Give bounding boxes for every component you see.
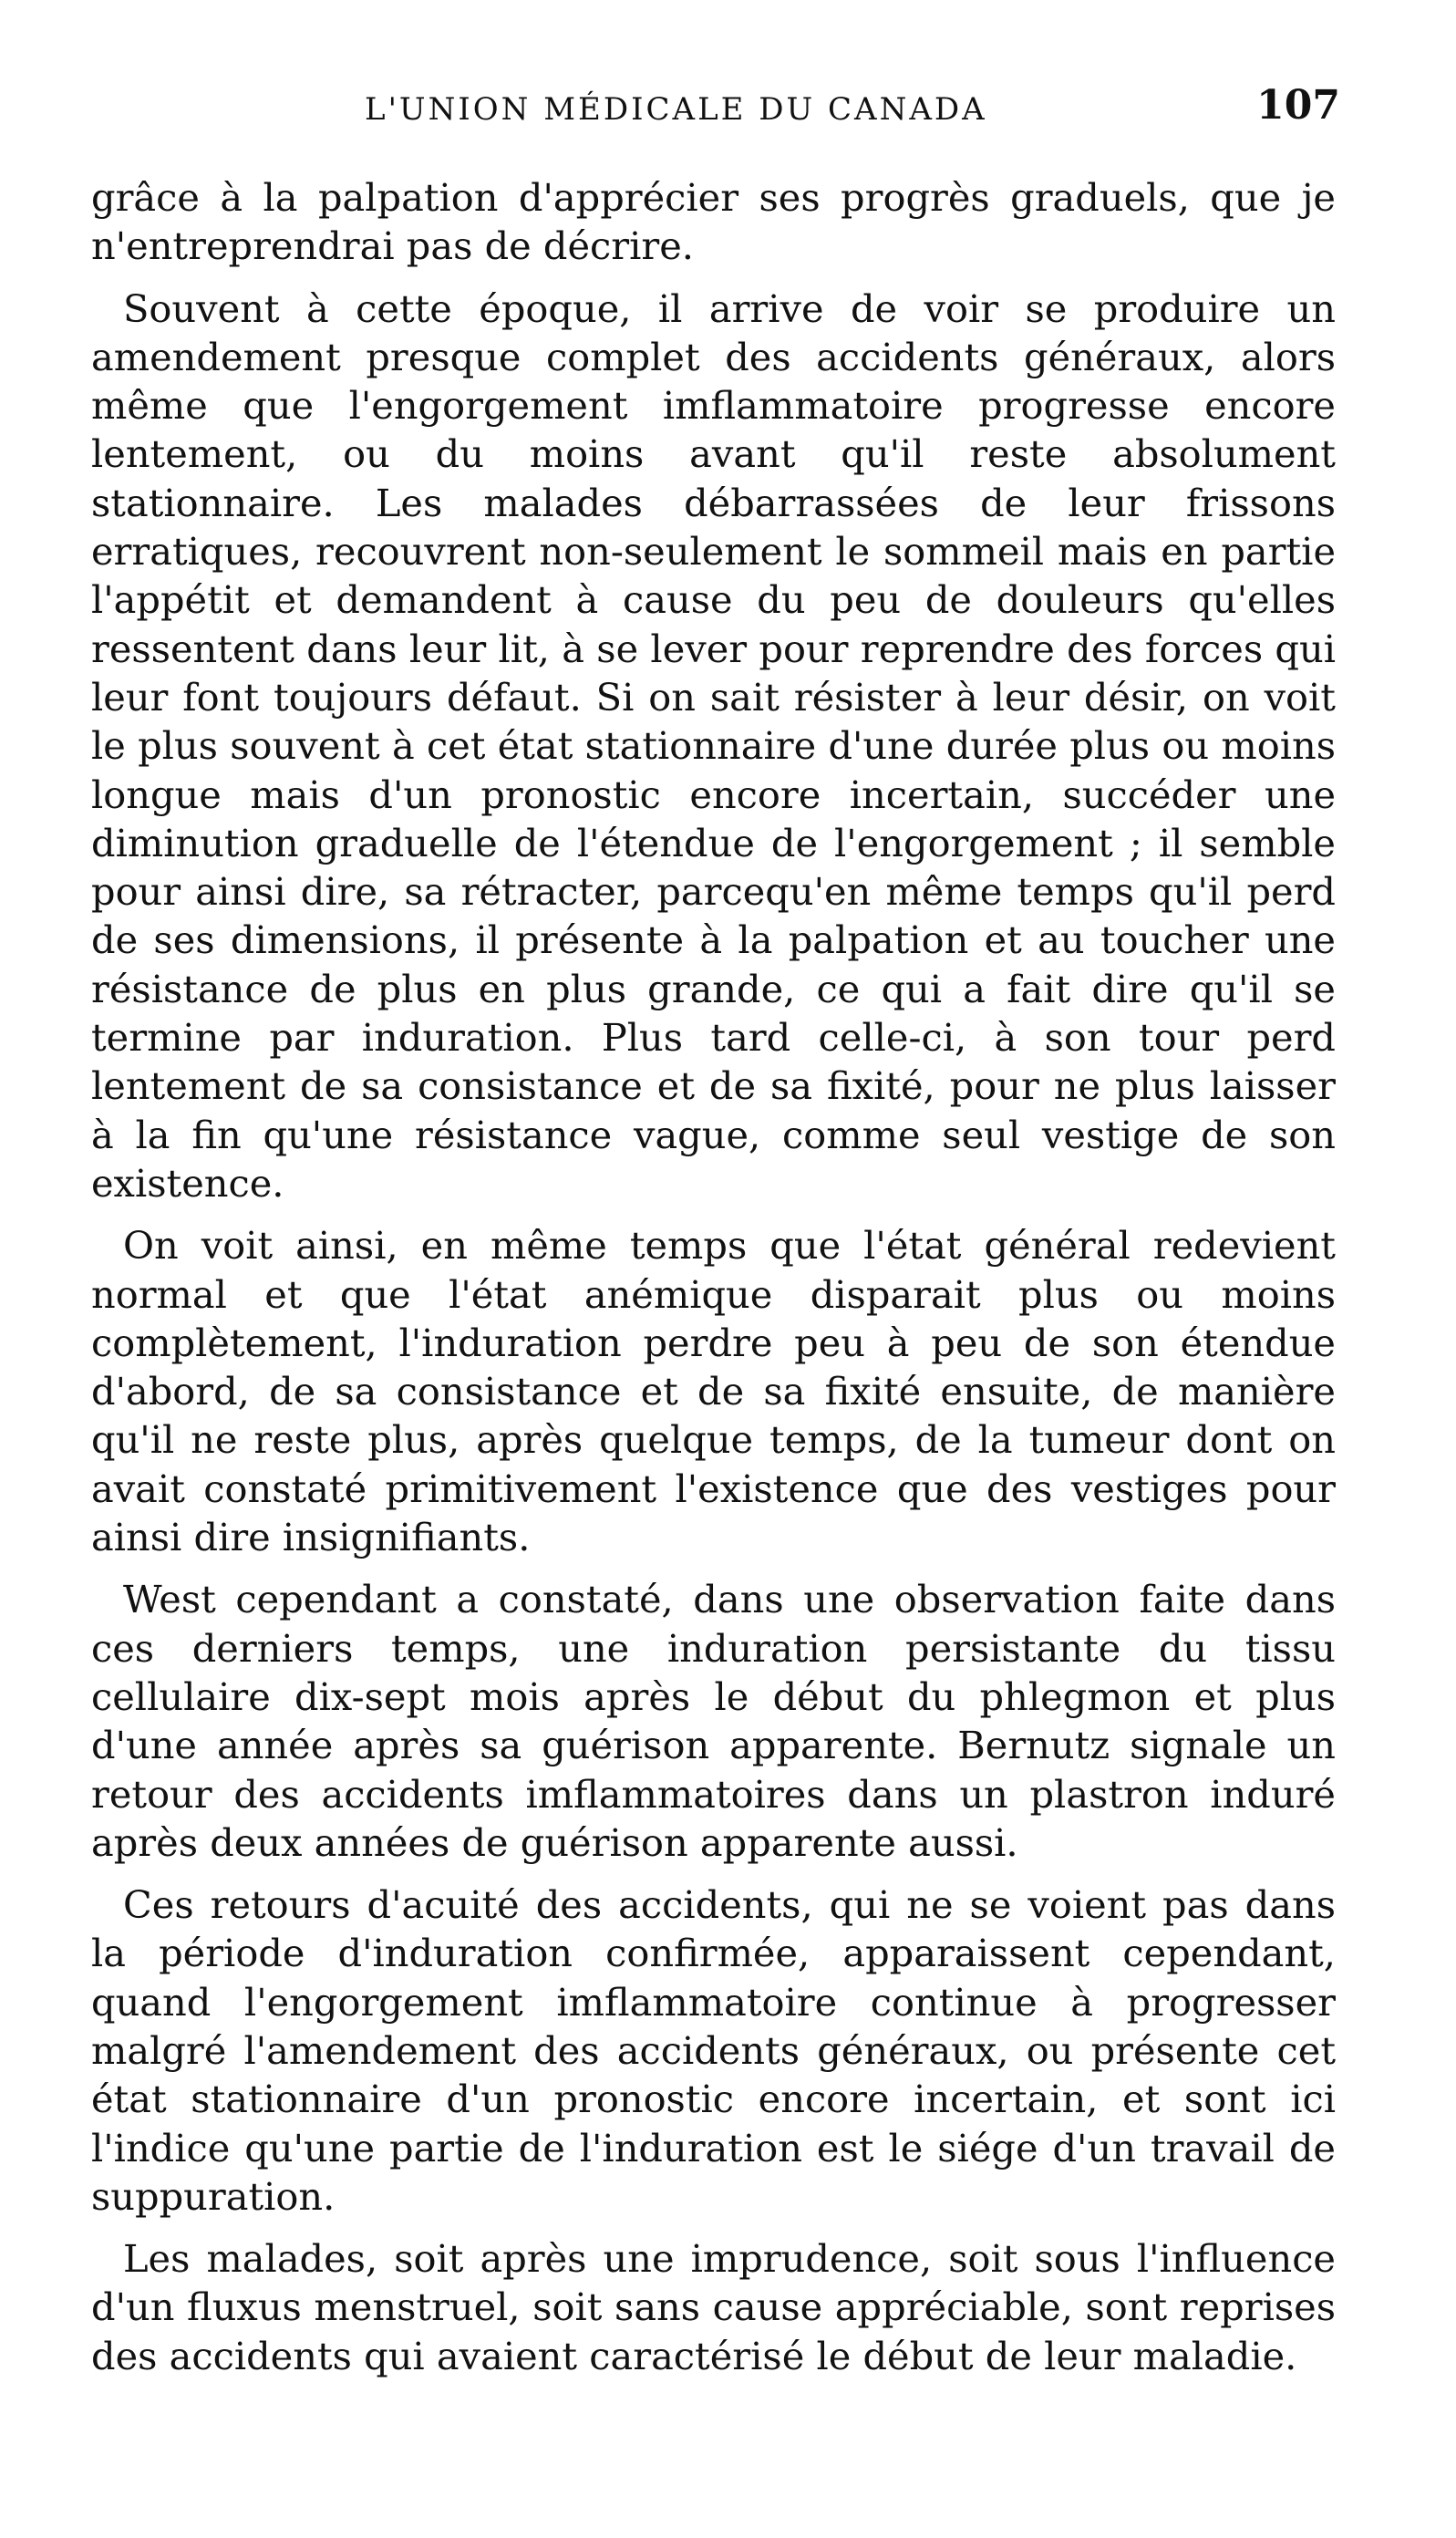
page-header (100, 82, 1340, 137)
paragraph-3: On voit ainsi, en même temps que l'état général redevient normal et que l'état anémique disparait plus ou moins complètement, l'induration perdre peu à peu de son étendue d'abord, de sa consistance et de sa fixité ensuite, de manière qu'il ne reste plus, après quelque temps, de la tumeur dont on avait constaté primitivement l'existence que des vestiges pour ainsi dire insignifiants. (91, 1223, 1336, 1560)
body-text (91, 173, 1336, 2380)
paragraph-5: Ces retours d'acuité des accidents, qui ne se voient pas dans la période d'induration confirmée, apparaissent cependant, quand l'engorgement imflammatoire continue à progresser malgré l'amendement des accidents généraux, ou présente cet état stationnaire d'un pronostic encore incertain, et sont ici l'indice qu'une partie de l'induration est le siége d'un travail de suppuration. (91, 1882, 1336, 2219)
paragraph-1: grâce à la palpation d'apprécier ses progrès graduels, que je n'entreprendrai pas de décrire. (91, 175, 1336, 269)
running-title: L'UNION MÉDICALE DU CANADA (365, 91, 987, 128)
paragraph-4: West cependant a constaté, dans une observation faite dans ces derniers temps, une induration persistante du tissu cellulaire dix-sept mois après le début du phlegmon et plus d'une année après sa guérison apparente. Bernutz signale un retour des accidents imflammatoires dans un plastron induré après deux années de guérison apparente aussi. (91, 1577, 1336, 1865)
paragraph-6: Les malades, soit après une imprudence, soit sous l'influence d'un fluxus menstruel, soit sans cause appréciable, sont reprises des accidents qui avaient caractérisé le début de leur maladie. (91, 2236, 1336, 2378)
page-number: 107 (1256, 82, 1340, 129)
paragraph-2: Souvent à cette époque, il arrive de voir se produire un amendement presque complet des accidents généraux, alors même que l'engorgement imflammatoire progresse encore lentement, ou du moins avant qu'il reste absolument stationnaire. Les malades débarrassées de leur frissons erratiques, recouvrent non-seulement le sommeil mais en partie l'appétit et demandent à cause du peu de douleurs qu'elles ressentent dans leur lit, à se lever pour reprendre des forces qui leur font toujours défaut. Si on sait résister à leur désir, on voit le plus souvent à cet état stationnaire d'une durée plus ou moins longue mais d'un pronostic encore incertain, succéder une diminution graduelle de l'étendue de l'engorgement ; il semble pour ainsi dire, sa rétracter, parcequ'en même temps qu'il perd de ses dimensions, il présente à la palpation et au toucher une résistance de plus en plus grande, ce qui a fait dire qu'il se termine par induration. Plus tard celle-ci, à son tour perd lentement de sa consistance et de sa fixité, pour ne plus laisser à la fin qu'une résistance vague, comme seul vestige de son existence. (91, 285, 1336, 1206)
